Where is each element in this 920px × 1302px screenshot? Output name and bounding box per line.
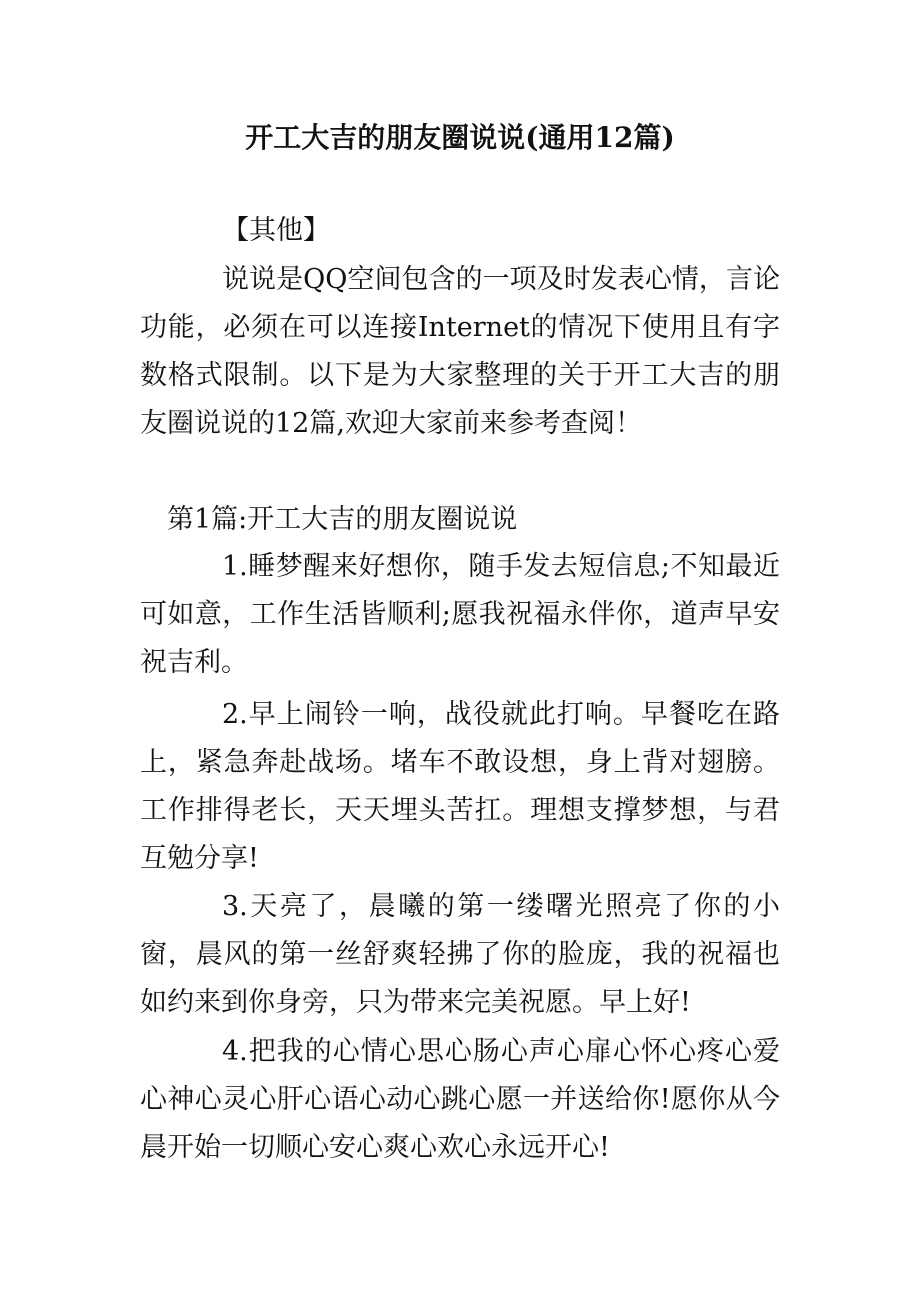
list-item: 1.睡梦醒来好想你，随手发去短信息;不知最近可如意，工作生活皆顺利;愿我祝福永伴你，道声早安祝吉利。	[140, 551, 780, 678]
intro-paragraph: 说说是QQ空间包含的一项及时发表心情，言论功能，必须在可以连接Internet的情况下使用且有字数格式限制。以下是为大家整理的关于开工大吉的朋友圈说说的12篇,欢迎大家前来参考查阅！	[140, 264, 780, 439]
list-item: 3.天亮了，晨曦的第一缕曙光照亮了你的小窗，晨风的第一丝舒爽轻拂了你的脸庞，我的祝福也如约来到你身旁，只为带来完美祝愿。早上好!	[140, 891, 780, 1018]
document-title: 开工大吉的朋友圈说说(通用12篇)	[245, 121, 675, 154]
list-item: 2.早上闹铃一响，战役就此打响。早餐吃在路上，紧急奔赴战场。堵车不敢设想，身上背对翅膀。工作排得老长，天天埋头苦扛。理想支撑梦想，与君互勉分享!	[140, 699, 780, 874]
chapter-heading: 第1篇:开工大吉的朋友圈说说	[167, 504, 518, 535]
section-tag: 【其他】	[222, 215, 330, 246]
list-item: 4.把我的心情心思心肠心声心扉心怀心疼心爱心神心灵心肝心语心动心跳心愿一并送给你!愿你从今晨开始一切顺心安心爽心欢心永远开心!	[140, 1036, 780, 1163]
